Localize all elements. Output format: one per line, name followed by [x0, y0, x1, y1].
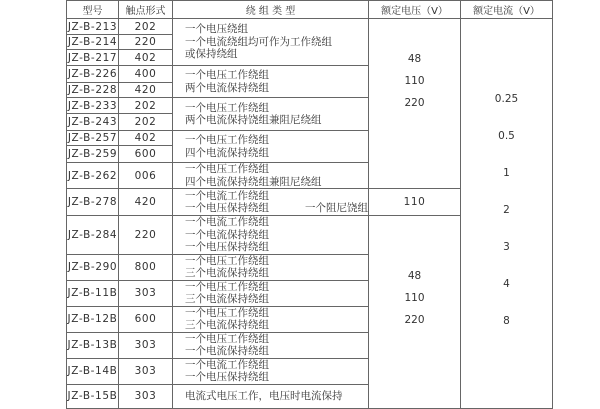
- winding-line: [185, 319, 368, 332]
- winding-line: [185, 202, 368, 215]
- winding-text: 两个电流保持饶组兼阻尼绕组: [185, 114, 322, 126]
- voltage-value: 220: [404, 97, 425, 109]
- model-cell: JZ-B-278: [67, 189, 119, 216]
- contact-cell: 220: [119, 216, 173, 255]
- winding-line: [185, 307, 368, 320]
- model-cell: JZ-B-233: [67, 99, 118, 112]
- winding-text: 一个电压工作绕组: [185, 69, 269, 81]
- winding-text: 电流式电压工作，电压时电流保持: [185, 389, 343, 402]
- winding-line: [185, 229, 368, 242]
- model-cell: JZ-B-259: [67, 146, 119, 163]
- winding-text: 一个电流工作绕组: [185, 189, 269, 202]
- voltage-value: 110: [404, 292, 425, 304]
- winding-line: [185, 147, 368, 160]
- winding-line: [185, 333, 368, 346]
- winding-line: [185, 293, 368, 306]
- model-cell: JZ-B-14B: [67, 358, 119, 384]
- winding-text: 一个电压工作绕组: [185, 254, 269, 267]
- voltage-cell-group3: [369, 216, 461, 409]
- contact-cell: 400: [119, 66, 173, 83]
- winding-text: 或保持绕组: [185, 48, 238, 61]
- winding-text: 一个电流保持绕组: [185, 345, 269, 357]
- winding-text: 四个电流保持绕组兼阻尼绕组: [185, 175, 322, 188]
- model-cell: JZ-B-284: [67, 216, 119, 255]
- contact-cell: 303: [119, 358, 173, 384]
- winding-line: [185, 82, 368, 95]
- table-row: [67, 19, 553, 35]
- model-cell: JZ-B-12B: [67, 306, 119, 332]
- model-cell: JZ-B-290: [67, 254, 119, 280]
- winding-line: [185, 48, 368, 61]
- winding-text: 四个电流保持绕组: [185, 146, 269, 159]
- winding-text: 一个电压保持绕组: [185, 241, 269, 253]
- header-current: 额定电流（V）: [461, 1, 553, 19]
- contact-cell: 303: [119, 280, 173, 306]
- contact-cell: 600: [119, 306, 173, 332]
- winding-line: [185, 371, 368, 384]
- winding-line: [185, 267, 368, 280]
- winding-text: 一个电压保持绕组: [185, 371, 269, 383]
- voltage-cell-group1: [369, 19, 461, 189]
- winding-line: 一个阻尼饶组: [305, 202, 368, 214]
- winding-line: [185, 102, 368, 115]
- winding-text: 一个电压工作绕组: [185, 332, 269, 345]
- winding-line: [185, 216, 368, 229]
- voltage-cell-group2: 110: [369, 189, 461, 216]
- current-value: 4: [503, 278, 510, 290]
- winding-line: [185, 69, 368, 82]
- header-row: [67, 1, 553, 19]
- winding-cell: [173, 98, 369, 131]
- contact-cell: 402: [119, 50, 173, 66]
- contact-cell: 202: [119, 19, 173, 35]
- winding-line: [185, 134, 368, 147]
- winding-cell: [173, 254, 369, 280]
- relay-spec-table: [66, 0, 553, 409]
- model-cell: JZ-B-15B: [67, 384, 119, 408]
- current-value: 8: [503, 315, 510, 327]
- current-value: 3: [503, 241, 510, 253]
- contact-cell: 220: [119, 35, 173, 50]
- contact-cell: 420: [119, 83, 173, 98]
- contact-cell: 420: [119, 189, 173, 216]
- winding-cell: [173, 66, 369, 98]
- contact-cell: 303: [119, 384, 173, 408]
- voltage-value: 220: [404, 314, 425, 326]
- winding-line: [185, 359, 368, 372]
- contact-cell: 202: [119, 114, 173, 131]
- model-cell: JZ-B-11B: [67, 280, 119, 306]
- winding-line: [185, 241, 368, 254]
- winding-cell: [173, 280, 369, 306]
- current-value: 0.5: [498, 130, 515, 142]
- winding-text: 一个电流保持绕组: [185, 228, 269, 241]
- winding-text: 一个电压绕组: [185, 23, 248, 36]
- winding-line: [185, 114, 368, 127]
- model-cell: JZ-B-214: [67, 36, 118, 48]
- header-model: 型号: [67, 1, 119, 19]
- winding-line: [185, 23, 368, 36]
- header-voltage: 额定电压（V）: [369, 1, 461, 19]
- model-cell: JZ-B-228: [67, 84, 118, 96]
- winding-line: [185, 163, 368, 176]
- winding-text: 两个电流保持绕组: [185, 81, 269, 94]
- current-value: 1: [503, 167, 510, 179]
- model-cell: JZ-B-262: [67, 163, 119, 189]
- model-cell: JZ-B-226: [67, 66, 119, 83]
- contact-cell: 800: [119, 254, 173, 280]
- winding-text: 一个电压保持绕组: [185, 202, 269, 214]
- contact-cell: 006: [119, 163, 173, 189]
- winding-text: 一个电流工作绕组: [185, 358, 269, 371]
- voltage-value: 48: [407, 53, 422, 65]
- winding-text: 三个电流保持绕组: [185, 293, 269, 305]
- winding-text: 三个电流保持绕组: [185, 319, 269, 331]
- model-cell: JZ-B-13B: [67, 332, 119, 358]
- winding-text: 一个电压工作绕组: [185, 306, 269, 319]
- current-cell: [461, 19, 553, 409]
- winding-text: 一个电压工作绕组: [185, 101, 269, 114]
- header-contact: 触点形式: [119, 1, 173, 19]
- winding-text: 一个电压工作绕组: [185, 280, 269, 293]
- winding-line: [185, 345, 368, 358]
- current-value: 0.25: [494, 93, 519, 105]
- winding-cell: [173, 189, 369, 216]
- model-cell: JZ-B-243: [67, 114, 119, 131]
- winding-cell: [173, 163, 369, 189]
- winding-text: 一个电压工作绕组: [185, 163, 269, 175]
- winding-cell: [173, 384, 369, 408]
- contact-cell: 202: [119, 98, 173, 114]
- header-winding: 绕 组 类 型: [173, 1, 369, 19]
- current-value: 2: [503, 204, 510, 216]
- winding-cell: [173, 19, 369, 66]
- contact-cell: 600: [119, 146, 173, 163]
- winding-text: 一个电压工作绕组: [185, 134, 269, 146]
- winding-line: [185, 176, 368, 189]
- model-cell: JZ-B-257: [67, 132, 118, 144]
- winding-line: [185, 190, 368, 203]
- winding-line: [185, 36, 368, 49]
- winding-text: 一个电流工作绕组: [185, 216, 269, 228]
- voltage-value: 48: [407, 270, 422, 282]
- winding-cell: [173, 358, 369, 384]
- winding-line: [185, 390, 368, 403]
- model-cell: JZ-B-217: [67, 51, 118, 64]
- winding-cell: [173, 216, 369, 255]
- contact-cell: 303: [119, 332, 173, 358]
- winding-cell: [173, 306, 369, 332]
- winding-line: [185, 281, 368, 294]
- winding-cell: [173, 332, 369, 358]
- winding-text: 一个电流绕组均可作为工作绕组: [185, 35, 332, 48]
- contact-cell: 402: [119, 131, 173, 146]
- voltage-value: 110: [404, 75, 425, 87]
- model-cell: JZ-B-213: [67, 20, 118, 33]
- winding-line: [185, 255, 368, 268]
- winding-text: 三个电流保持绕组: [185, 267, 269, 279]
- winding-cell: [173, 131, 369, 163]
